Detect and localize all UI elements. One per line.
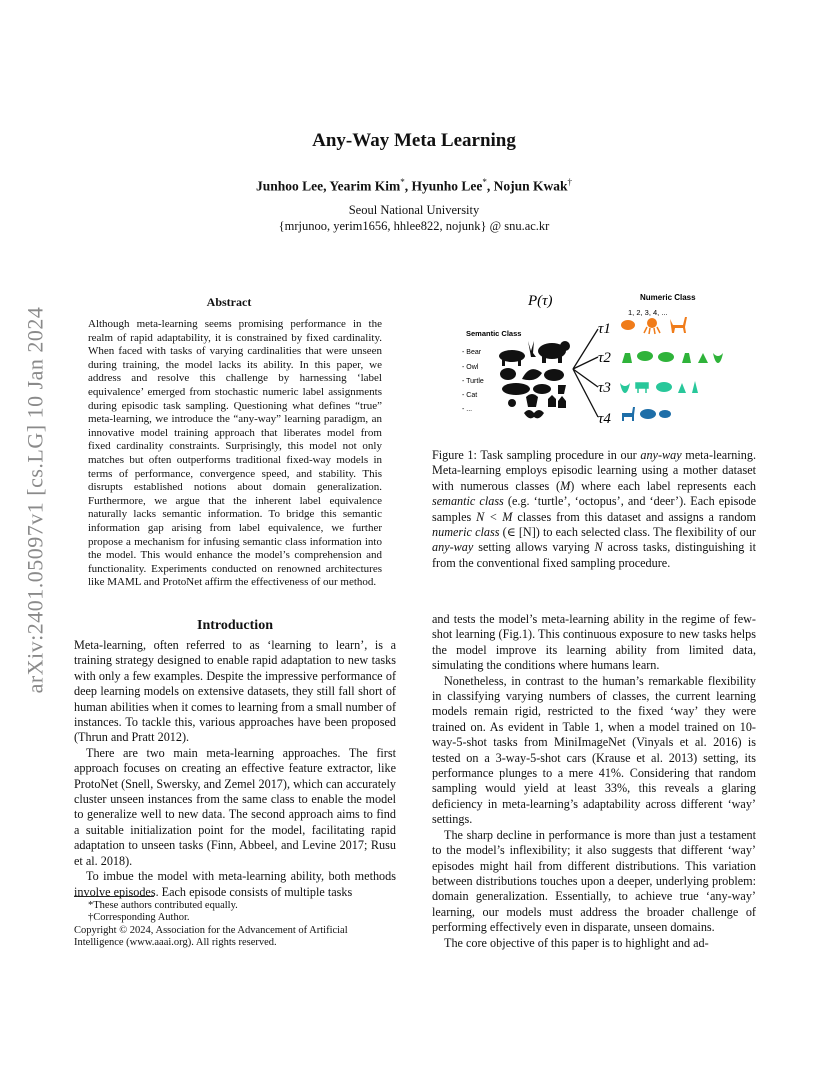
- bear-head: [560, 341, 570, 351]
- butterfly-icon: [713, 353, 723, 363]
- task2-animals: [622, 351, 723, 363]
- cow-icon: [544, 369, 564, 381]
- deer-icon: [670, 317, 687, 333]
- bird-icon: [659, 410, 671, 418]
- task-sampling-diagram: [430, 283, 756, 433]
- octopus-icon: [647, 318, 657, 328]
- caption-math: M: [560, 478, 571, 493]
- boar-leg: [518, 360, 521, 366]
- turtle-icon: [502, 383, 530, 395]
- p-tau-label: P(τ): [528, 293, 553, 309]
- paragraph: and tests the model’s meta-learning ability in the regime of few-shot learning (Fig.1). This continuous exposure to new tasks helps the model improve its learning ability from limited data, simulating the conditions where humans learn.: [432, 612, 756, 673]
- cat-icon: [678, 383, 686, 393]
- bear-leg: [558, 356, 562, 363]
- turtle-icon: [640, 409, 656, 419]
- semantic-item: - Turtle: [462, 378, 484, 385]
- paragraph: Nonetheless, in contrast to the human’s remarkable flexibility in classifying varying numbers of classes, the current learning models remain rigid, restricted to the fixed ‘way’ they were trained on. As evident in Table 1, when a model trained on 10-way-5-shot tasks from MiniImageNet (Vinyals et al. 2016) is tested on a 3-way-5-shot cars (Krause et al. 2013) setting, its performance plunges to a mere 41%. Considering that random sampling would yield at least 33%, this reveals a glaring deficiency in meta-learning’s adaptability across different ‘way’ settings.: [432, 673, 756, 827]
- deer-icon: [622, 407, 635, 421]
- semantic-item: - Owl: [462, 364, 479, 371]
- rabbit-icon: [682, 353, 691, 363]
- affiliation-block: [0, 202, 828, 234]
- abstract-text: Although meta-learning seems promising performance in the realm of rapid adaptability, it is constrained by fixed cardinality. When faced with tasks of varying cardinalities that were unseen during training, the model lacks its ability. In this paper, we address and resolve this challenge by harnessing ‘label equivalence’ emerged from stochastic numeric label assignments during episodic task sampling. Questioning what defines “true” meta-learning, we introduce the “any-way” learning paradigm, an innovative model training approach that liberates model from fixed cardinality constraints. Surprisingly, this model not only matches but often outperforms traditional fixed-way models in terms of performance, convergence speed, and stability. This disrupts established notions about domain generalization. Furthermore, we argue that the inherent label equivalence naturally lacks semantic information. To bridge this semantic information gap arising from label equivalence, we further propose a mechanism for infusing semantic class information into the model. This would enhance the model’s comprehension and functionality. Experiments conducted on renowned architectures like MAML and ProtoNet affirm the effectiveness of our method.: [88, 318, 382, 589]
- paragraph: There are two main meta-learning approaches. The first approach focuses on creating an effective feature extractor, like ProtoNet (Snell, Swersky, and Zemel 2017), which can accurately cluster unseen instances from the same class to enable the model to generalize well to new data. The second approach aims to find a suitable initialization point for the model, facilitating rapid adaptation to unseen tasks (Finn, Abbeel, and Levine 2017; Rusu et al. 2018).: [74, 745, 396, 868]
- right-column-body: [432, 612, 756, 951]
- task-label: τ1: [598, 321, 611, 337]
- caption-text: (∈ [N]) to each selected class. The flexibility of our: [499, 525, 756, 540]
- caption-text: setting allows varying: [473, 540, 595, 555]
- cat-icon: [622, 353, 632, 363]
- caption-emphasis: any-way: [640, 448, 682, 462]
- butterfly-icon: [524, 410, 544, 418]
- caption-text: ) where each label represents each: [570, 478, 756, 493]
- semantic-item: - Bear: [462, 349, 482, 356]
- task-label: τ3: [598, 380, 611, 396]
- author-mark: †: [567, 177, 573, 187]
- semantic-item: - ...: [462, 406, 473, 413]
- arxiv-id: arXiv:2401.05097v1 [cs.LG] 10 Jan 2024: [22, 306, 47, 694]
- cat-icon: [548, 395, 556, 407]
- task3-animals: [620, 381, 698, 393]
- animal-silhouettes: [499, 341, 570, 418]
- turtle-icon: [621, 320, 635, 330]
- emails: {mrjunoo, yerim1656, hhlee822, nojunk} @ snu.ac.kr: [278, 219, 550, 233]
- seal-icon: [533, 384, 551, 394]
- task4-animals: [622, 407, 671, 421]
- figure-caption: [432, 448, 756, 571]
- footnotes: [74, 900, 396, 950]
- author-list: Junhoo Lee, Yearim Kim*, Hyunho Lee*, Nojun Kwak†: [255, 177, 573, 194]
- left-column-body: [74, 638, 396, 900]
- copyright-notice: Copyright © 2024, Association for the Advancement of Artificial Intelligence (www.aaai.org). All rights reserved.: [74, 924, 348, 949]
- sampling-arrows: [573, 329, 598, 417]
- paragraph: To imbue the model with meta-learning ability, both methods involve episodes. Each episode consists of multiple tasks: [74, 869, 396, 899]
- paragraph: Meta-learning, often referred to as ‘learning to learn’, is a training strategy designed to enable rapid adaptation to new tasks with only a few examples. Despite the impressive performance of deep learning models on extensive datasets, they still fall short of human abilities when it comes to learning from a small number of instances. To tackle this, various approaches have been proposed (Thrun and Pratt 2012).: [74, 638, 396, 745]
- author-name: Junhoo Lee: [255, 178, 324, 194]
- duck-icon: [508, 399, 516, 407]
- author-mark: *: [482, 177, 487, 187]
- rabbit-icon: [558, 385, 566, 394]
- paragraph: The core objective of this paper is to highlight and ad-: [444, 935, 709, 950]
- semantic-item: - Cat: [462, 392, 478, 399]
- numeric-class-label: Numeric Class: [640, 293, 696, 302]
- caption-math: N < M: [476, 509, 513, 524]
- author-mark: *: [400, 177, 405, 187]
- footnote-equal: *These authors contributed equally.: [88, 900, 238, 911]
- abstract-heading: Abstract: [206, 295, 252, 309]
- semantic-class-label: Semantic Class: [466, 329, 522, 338]
- caption-math: N: [594, 540, 603, 555]
- deer-icon: [528, 341, 536, 357]
- sheep-icon: [500, 368, 516, 380]
- butterfly-icon: [620, 383, 630, 393]
- task-label: τ4: [598, 411, 611, 427]
- bear-leg: [542, 356, 546, 363]
- paragraph: The sharp decline in performance is more than just a testament to the model’s inflexibility; it also suggests that different ‘way’ episodes might hail from different distributions. This variation between distributions touches upon a deeper, underlying problem: domain generalization. Essentially, to achieve true ‘any-way’ learning, our models must address the broader challenge of performing effectively even in disparate, unseen domains.: [432, 827, 756, 935]
- caption-label: Figure 1:: [432, 448, 477, 462]
- boar-leg: [502, 360, 505, 366]
- cat-icon-2: [698, 353, 708, 363]
- turtle-icon: [658, 352, 674, 362]
- author-name: Yearim Kim: [329, 178, 401, 194]
- caption-emphasis: numeric class: [432, 525, 500, 540]
- caption-text: meta-learning. Meta-learning employs episodic learning using a mother dataset with numerous classes (: [432, 448, 756, 493]
- author-name: Hyunho Lee: [411, 178, 483, 194]
- deer-icon: [636, 383, 648, 393]
- caption-emphasis: any-way: [432, 540, 474, 555]
- footnote-divider: [74, 896, 154, 897]
- figure-1: [430, 283, 756, 433]
- caption-emphasis: semantic class: [432, 494, 504, 509]
- bear-icon: [637, 351, 653, 361]
- task-label: τ2: [598, 350, 611, 366]
- octopus-icon: [526, 394, 538, 407]
- task1-animals: [621, 317, 687, 334]
- caption-text: classes from this dataset and assigns a random: [512, 509, 756, 524]
- bird-icon: [522, 369, 542, 380]
- affiliation: Seoul National University: [348, 203, 480, 217]
- caption-text: across tasks, distinguishing it from the conventional fixed sampling procedure.: [432, 540, 756, 570]
- author-name: Nojun Kwak: [493, 178, 568, 194]
- introduction-heading: Introduction: [197, 618, 273, 633]
- footnote-corresponding: †Corresponding Author.: [88, 912, 190, 924]
- numeric-ticks: 1, 2, 3, 4, ...: [628, 308, 668, 317]
- caption-text: (e.g. ‘turtle’, ‘octopus’, and ‘deer’). Each episode samples: [432, 494, 756, 524]
- rabbit-icon: [692, 381, 698, 393]
- arxiv-stamp: [22, 290, 48, 710]
- paper-title: Any-Way Meta Learning: [312, 130, 516, 151]
- caption-text: Task sampling procedure in our: [476, 448, 641, 462]
- bird-icon: [656, 382, 672, 392]
- cat-icon-2: [558, 396, 566, 408]
